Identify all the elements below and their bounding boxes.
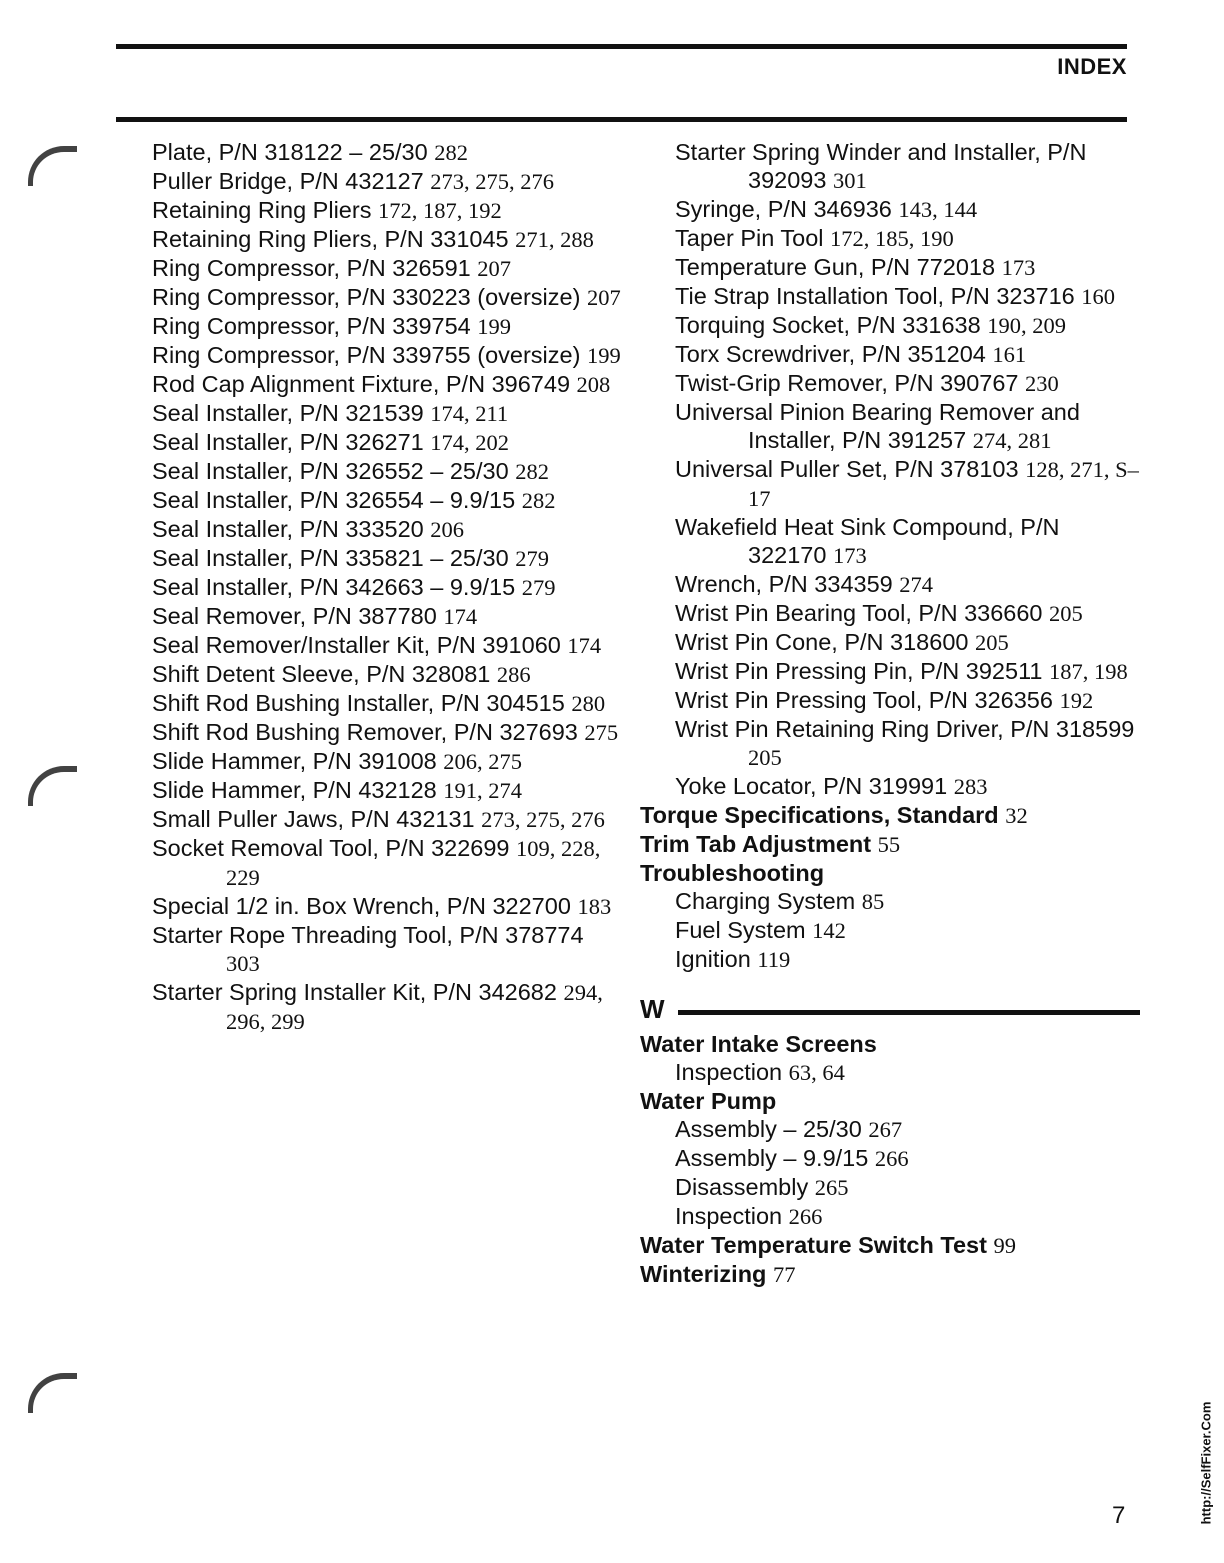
index-subentry: Assembly – 25/30 267: [675, 1116, 903, 1142]
index-entry: Shift Rod Bushing Installer, P/N 304515 280: [152, 690, 606, 716]
page-number: 7: [1112, 1502, 1126, 1529]
index-entry: Ring Compressor, P/N 339755 (oversize) 199: [152, 342, 621, 368]
index-entry: Shift Detent Sleeve, P/N 328081 286: [152, 661, 531, 687]
index-subentry: Fuel System 142: [675, 917, 846, 943]
header-rule-bottom: [116, 117, 1127, 122]
index-entry: Starter Spring Winder and Installer, P/N 392093 301: [675, 139, 1087, 193]
index-entry: Tie Strap Installation Tool, P/N 323716 160: [675, 283, 1116, 309]
index-entry: Seal Installer, P/N 326271 174, 202: [152, 429, 510, 455]
index-entry: Special 1/2 in. Box Wrench, P/N 322700 183: [152, 893, 612, 919]
index-entry: Ring Compressor, P/N 339754 199: [152, 313, 511, 339]
index-entry: Wrist Pin Bearing Tool, P/N 336660 205: [675, 600, 1083, 626]
index-entry: Seal Installer, P/N 326552 – 25/30 282: [152, 458, 549, 484]
index-entry: Ring Compressor, P/N 326591 207: [152, 255, 511, 281]
index-entry: Yoke Locator, P/N 319991 283: [675, 773, 988, 799]
index-entry: Rod Cap Alignment Fixture, P/N 396749 208: [152, 371, 611, 397]
index-heading-water-temp: Water Temperature Switch Test 99: [640, 1232, 1016, 1258]
index-entry: Slide Hammer, P/N 391008 206, 275: [152, 748, 523, 774]
index-entry: Puller Bridge, P/N 432127 273, 275, 276: [152, 168, 554, 194]
index-entry: Seal Installer, P/N 342663 – 9.9/15 279: [152, 574, 556, 600]
watermark: [1196, 1400, 1216, 1526]
index-subentry: Ignition 119: [675, 946, 791, 972]
index-heading-troubleshooting: Troubleshooting: [640, 860, 825, 886]
index-heading-water-pump: Water Pump: [640, 1088, 777, 1114]
index-entry: Small Puller Jaws, P/N 432131 273, 275, 276: [152, 806, 605, 832]
index-entry: Wrist Pin Cone, P/N 318600 205: [675, 629, 1009, 655]
binder-hole-mark: [28, 766, 77, 806]
index-heading-torque: Torque Specifications, Standard 32: [640, 802, 1028, 828]
index-entry: Seal Remover, P/N 387780 174: [152, 603, 478, 629]
index-entry: Wrench, P/N 334359 274: [675, 571, 934, 597]
binder-hole-mark: [28, 146, 77, 186]
index-column-left: [152, 138, 622, 1036]
section-letter: W: [640, 994, 665, 1024]
index-entry: Wakefield Heat Sink Compound, P/N 322170 173: [675, 514, 1060, 568]
index-subentry: Disassembly 265: [675, 1174, 849, 1200]
watermark-text: http://SelfFixer.Com: [1198, 1401, 1214, 1525]
index-entry: Socket Removal Tool, P/N 322699 109, 228, 229: [152, 835, 601, 890]
index-entry: Seal Installer, P/N 335821 – 25/30 279: [152, 545, 549, 571]
index-entry: Shift Rod Bushing Remover, P/N 327693 275: [152, 719, 619, 745]
binder-hole-mark: [28, 1373, 77, 1413]
index-subentry: Charging System 85: [675, 888, 885, 914]
index-entry: Starter Spring Installer Kit, P/N 342682 294, 296, 299: [152, 979, 603, 1034]
index-entry: Seal Installer, P/N 321539 174, 211: [152, 400, 509, 426]
index-entry: Universal Pinion Bearing Remover and Installer, P/N 391257 274, 281: [675, 399, 1080, 453]
index-entry: Temperature Gun, P/N 772018 173: [675, 254, 1036, 280]
index-entry: Retaining Ring Pliers 172, 187, 192: [152, 197, 502, 223]
index-heading-trim: Trim Tab Adjustment 55: [640, 831, 901, 857]
index-entry: Universal Puller Set, P/N 378103 128, 271, S–17: [675, 456, 1139, 511]
page-title: INDEX: [1057, 54, 1127, 79]
index-entry: Torx Screwdriver, P/N 351204 161: [675, 341, 1027, 367]
index-entry: Starter Rope Threading Tool, P/N 378774 303: [152, 922, 584, 976]
index-entry: Slide Hammer, P/N 432128 191, 274: [152, 777, 523, 803]
section-header-w: [640, 992, 1140, 1026]
index-entry: Twist-Grip Remover, P/N 390767 230: [675, 370, 1059, 396]
index-entry: Wrist Pin Retaining Ring Driver, P/N 318599 205: [675, 716, 1135, 770]
index-entry: Taper Pin Tool 172, 185, 190: [675, 225, 954, 251]
index-entry: Seal Installer, P/N 326554 – 9.9/15 282: [152, 487, 556, 513]
index-heading-water-intake: Water Intake Screens: [640, 1031, 877, 1057]
index-heading-winterizing: Winterizing 77: [640, 1261, 796, 1287]
section-rule: [678, 1010, 1140, 1015]
index-subentry: Inspection 63, 64: [675, 1059, 845, 1085]
header-rule-top: [116, 44, 1127, 49]
index-entry: Torquing Socket, P/N 331638 190, 209: [675, 312, 1066, 338]
index-column-right: [640, 138, 1140, 1289]
index-subentry: Assembly – 9.9/15 266: [675, 1145, 909, 1171]
index-entry: Ring Compressor, P/N 330223 (oversize) 207: [152, 284, 621, 310]
index-entry: Wrist Pin Pressing Tool, P/N 326356 192: [675, 687, 1094, 713]
index-entry: Retaining Ring Pliers, P/N 331045 271, 288: [152, 226, 594, 252]
index-entry: Syringe, P/N 346936 143, 144: [675, 196, 978, 222]
index-entry: Seal Installer, P/N 333520 206: [152, 516, 465, 542]
index-subentry: Inspection 266: [675, 1203, 823, 1229]
index-entry: Seal Remover/Installer Kit, P/N 391060 174: [152, 632, 602, 658]
index-entry: Wrist Pin Pressing Pin, P/N 392511 187, 198: [675, 658, 1128, 684]
index-entry: Plate, P/N 318122 – 25/30 282: [152, 139, 468, 165]
